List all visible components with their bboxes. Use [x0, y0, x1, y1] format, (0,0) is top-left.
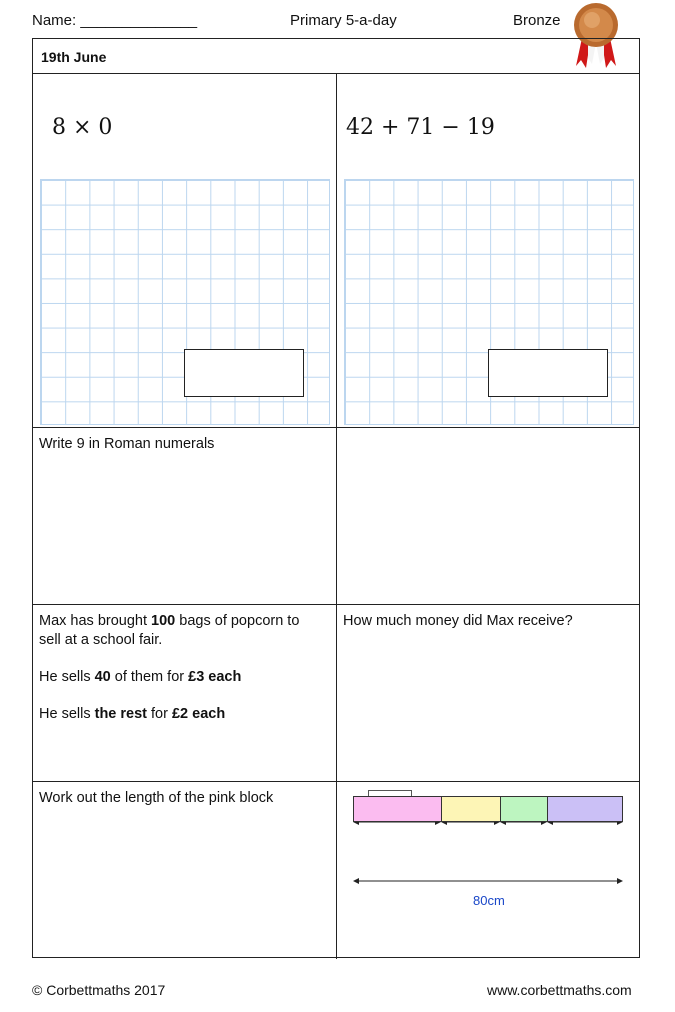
popcorn-sale-2: He sells the rest for £2 each	[39, 706, 226, 722]
pink-block-question: Work out the length of the pink block	[39, 790, 274, 806]
website-link[interactable]: www.corbettmaths.com	[487, 982, 632, 998]
total-length-label: 80cm	[473, 893, 505, 908]
date-label: 19th June	[41, 49, 107, 65]
popcorn-sale-1: He sells 40 of them for £3 each	[39, 669, 242, 685]
dimension-arrows	[340, 812, 640, 892]
purple-block	[547, 796, 623, 822]
popcorn-question-intro: Max has brought 100 bags of popcorn to sell at a school fair.	[39, 613, 300, 648]
copyright: © Corbettmaths 2017	[32, 982, 166, 998]
pink-block	[353, 796, 442, 822]
divider	[336, 73, 337, 959]
multiplication-expression: 8 × 0	[52, 115, 113, 140]
addition-subtraction-expression: 42 + 71 − 19	[346, 115, 495, 140]
roman-numerals-question: Write 9 in Roman numerals	[39, 436, 215, 452]
name-field[interactable]: Name: ______________	[32, 12, 198, 29]
answer-box[interactable]	[184, 349, 304, 397]
answer-box[interactable]	[488, 349, 608, 397]
money-question: How much money did Max receive?	[343, 613, 573, 629]
yellow-block	[441, 796, 501, 822]
worksheet-title: Primary 5-a-day	[290, 12, 397, 29]
level-label: Bronze	[513, 12, 561, 29]
green-block	[500, 796, 548, 822]
